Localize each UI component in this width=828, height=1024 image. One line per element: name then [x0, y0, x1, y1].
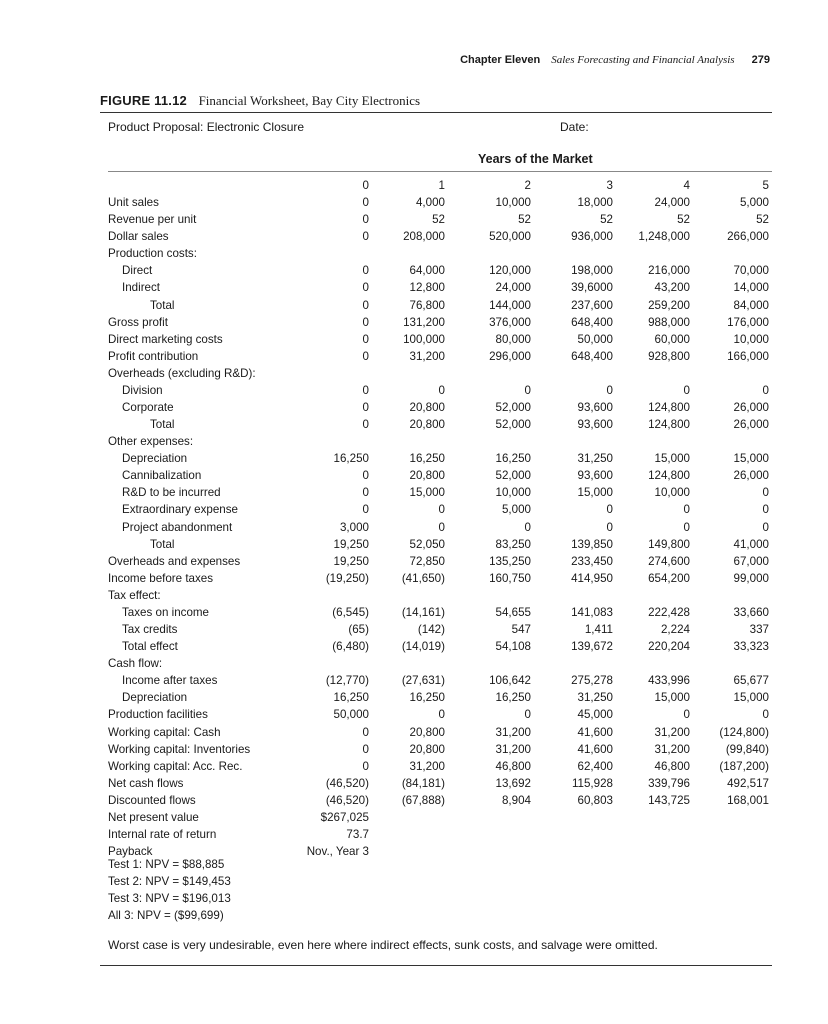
- year-2-value: 31,200: [495, 725, 531, 739]
- year-1-value: 12,800: [409, 281, 445, 295]
- row-label: Dollar sales: [108, 230, 169, 244]
- year-4-value: 24,000: [654, 196, 690, 210]
- table-row: [0, 536, 828, 553]
- year-5-value: 266,000: [727, 230, 769, 244]
- row-label: Total: [150, 418, 175, 432]
- year-2-value: 8,904: [501, 793, 531, 807]
- row-label: Cannibalization: [122, 469, 202, 483]
- row-label: Division: [122, 383, 163, 397]
- year-2-value: 10,000: [495, 486, 531, 500]
- figure-title: [100, 93, 420, 109]
- row-label: Tax effect:: [108, 588, 161, 602]
- year-4-value: 31,200: [654, 742, 690, 756]
- year-1-value: 20,800: [409, 469, 445, 483]
- table-row: [0, 604, 828, 621]
- row-label: Payback: [108, 845, 153, 859]
- row-label: Total effect: [122, 640, 178, 654]
- year-5-value: 5,000: [739, 196, 769, 210]
- year-1-value: 20,800: [409, 725, 445, 739]
- year-0-value: 19,250: [333, 554, 369, 568]
- year-1-value: (142): [417, 623, 445, 637]
- year-3-value: 50,000: [577, 332, 613, 346]
- table-row: [0, 348, 828, 365]
- year-5-value: 33,323: [733, 640, 769, 654]
- year-5-value: 67,000: [733, 554, 769, 568]
- year-0-value: (46,520): [325, 776, 369, 790]
- row-label: Income after taxes: [122, 674, 218, 688]
- year-1-value: 64,000: [409, 264, 445, 278]
- year-4-value: 4: [683, 179, 690, 192]
- table-row: [0, 706, 828, 723]
- year-0-value: (65): [348, 623, 369, 637]
- year-1-value: 52: [432, 213, 445, 227]
- year-3-value: 1,411: [584, 623, 613, 637]
- year-2-value: 106,642: [489, 674, 531, 688]
- row-label: Net cash flows: [108, 776, 184, 790]
- figure-caption: Financial Worksheet, Bay City Electronics: [198, 93, 421, 108]
- table-row: [0, 621, 828, 638]
- year-0-value: (6,545): [332, 605, 369, 619]
- table-row: [0, 297, 828, 314]
- year-5-value: (187,200): [719, 759, 769, 773]
- year-0-value: 0: [362, 383, 369, 397]
- table-row: [0, 314, 828, 331]
- year-5-value: 65,677: [733, 674, 769, 688]
- year-5-value: 0: [762, 503, 769, 517]
- year-3-value: 141,083: [571, 605, 613, 619]
- year-4-value: 220,204: [648, 640, 690, 654]
- year-0-value: 0: [362, 759, 369, 773]
- year-1-value: 100,000: [403, 332, 445, 346]
- year-5-value: 10,000: [733, 332, 769, 346]
- date-label: Date:: [560, 120, 589, 134]
- year-0-value: 0: [362, 401, 369, 415]
- year-3-value: 0: [606, 520, 613, 534]
- table-row: [0, 553, 828, 570]
- row-label: Total: [150, 298, 175, 312]
- year-1-value: (84,181): [401, 776, 445, 790]
- year-5-value: 0: [762, 383, 769, 397]
- figure-label: FIGURE 11.12: [100, 93, 187, 108]
- year-3-value: 15,000: [577, 486, 613, 500]
- year-3-value: 414,950: [571, 571, 613, 585]
- year-3-value: 93,600: [577, 401, 613, 415]
- table-row: [0, 672, 828, 689]
- year-1-value: 16,250: [409, 691, 445, 705]
- table-row: [0, 501, 828, 518]
- product-proposal: Product Proposal: Electronic Closure: [108, 120, 305, 134]
- header-rule: [108, 171, 772, 172]
- year-3-value: 648,400: [571, 315, 613, 329]
- year-0-value: (6,480): [332, 640, 369, 654]
- year-1-value: 0: [438, 503, 445, 517]
- table-row: [0, 484, 828, 501]
- year-5-value: 26,000: [733, 418, 769, 432]
- year-0-value: 0: [362, 213, 369, 227]
- year-2-value: 296,000: [489, 349, 531, 363]
- year-5-value: 33,660: [733, 605, 769, 619]
- year-0-value: 0: [362, 230, 369, 244]
- table-row: [0, 228, 828, 245]
- year-2-value: 80,000: [495, 332, 531, 346]
- year-5-value: 15,000: [733, 452, 769, 466]
- year-2-value: 16,250: [495, 691, 531, 705]
- year-2-value: 83,250: [495, 537, 531, 551]
- year-0-value: 16,250: [333, 691, 369, 705]
- year-0-value: Nov., Year 3: [306, 845, 369, 859]
- year-1-value: 20,800: [409, 418, 445, 432]
- year-5-value: 0: [762, 708, 769, 722]
- year-5-value: 99,000: [733, 571, 769, 585]
- year-2-value: 52,000: [495, 401, 531, 415]
- row-label: Direct marketing costs: [108, 332, 223, 346]
- table-row: [0, 194, 828, 211]
- year-1-value: 72,850: [409, 554, 445, 568]
- row-label: Extraordinary expense: [122, 503, 238, 517]
- year-2-value: 120,000: [489, 264, 531, 278]
- year-1-value: 208,000: [403, 230, 445, 244]
- year-1-value: 20,800: [409, 401, 445, 415]
- year-0-value: 50,000: [333, 708, 369, 722]
- table-row: [0, 570, 828, 587]
- table-row: [0, 792, 828, 809]
- row-label: Tax credits: [122, 623, 178, 637]
- year-2-value: 52,000: [495, 418, 531, 432]
- table-row: [0, 741, 828, 758]
- year-4-value: 0: [683, 520, 690, 534]
- row-label: Gross profit: [108, 315, 168, 329]
- year-2-value: 52: [518, 213, 531, 227]
- row-label: Discounted flows: [108, 793, 196, 807]
- year-0-value: 16,250: [333, 452, 369, 466]
- year-2-value: 547: [511, 623, 531, 637]
- table-row: [0, 724, 828, 741]
- year-0-value: $267,025: [320, 810, 369, 824]
- year-4-value: 124,800: [648, 469, 690, 483]
- year-2-value: 0: [524, 520, 531, 534]
- year-5-value: 166,000: [727, 349, 769, 363]
- row-label: Profit contribution: [108, 349, 199, 363]
- year-4-value: 1,248,000: [638, 230, 690, 244]
- row-label: Overheads and expenses: [108, 554, 241, 568]
- year-5-value: 52: [756, 213, 769, 227]
- year-0-value: (46,520): [325, 793, 369, 807]
- table-row: [0, 331, 828, 348]
- row-label: Unit sales: [108, 196, 159, 210]
- row-label: Project abandonment: [122, 520, 233, 534]
- year-4-value: 143,725: [648, 793, 690, 807]
- year-4-value: 43,200: [654, 281, 690, 295]
- year-2-value: 376,000: [489, 315, 531, 329]
- year-3-value: 41,600: [577, 725, 613, 739]
- test-line: All 3: NPV = ($99,699): [108, 909, 224, 922]
- year-4-value: 928,800: [648, 349, 690, 363]
- year-4-value: 339,796: [648, 776, 690, 790]
- year-3-value: 18,000: [577, 196, 613, 210]
- year-1-value: (14,019): [401, 640, 445, 654]
- row-label: Direct: [122, 264, 153, 278]
- year-4-value: 31,200: [654, 725, 690, 739]
- year-5-value: 26,000: [733, 469, 769, 483]
- year-3-value: 237,600: [571, 298, 613, 312]
- row-label: Revenue per unit: [108, 213, 197, 227]
- year-5-value: 0: [762, 486, 769, 500]
- year-5-value: 492,517: [727, 776, 769, 790]
- year-5-value: 41,000: [733, 537, 769, 551]
- year-1-value: 31,200: [409, 759, 445, 773]
- running-head: [460, 54, 770, 66]
- year-1-value: 1: [438, 179, 445, 192]
- table-row: [0, 775, 828, 792]
- row-label: Production facilities: [108, 708, 208, 722]
- year-2-value: 31,200: [495, 742, 531, 756]
- year-5-value: 5: [762, 179, 769, 192]
- year-4-value: 433,996: [648, 674, 690, 688]
- year-2-value: 24,000: [495, 281, 531, 295]
- table-row: [0, 809, 828, 826]
- year-1-value: 0: [438, 383, 445, 397]
- row-label: Internal rate of return: [108, 827, 217, 841]
- year-3-value: 39,6000: [571, 281, 613, 295]
- row-label: Net present value: [108, 810, 199, 824]
- year-0-value: 0: [362, 725, 369, 739]
- year-2-value: 13,692: [495, 776, 531, 790]
- year-3-value: 233,450: [571, 554, 613, 568]
- year-1-value: 131,200: [403, 315, 445, 329]
- year-2-value: 2: [524, 179, 531, 192]
- year-5-value: 15,000: [733, 691, 769, 705]
- row-label: Overheads (excluding R&D):: [108, 366, 256, 380]
- table-row: [0, 382, 828, 399]
- year-1-value: 31,200: [409, 349, 445, 363]
- table-row: [0, 279, 828, 296]
- table-row: [0, 177, 828, 194]
- year-2-value: 54,655: [495, 605, 531, 619]
- test-line: Test 3: NPV = $196,013: [108, 892, 231, 905]
- year-4-value: 124,800: [648, 401, 690, 415]
- page-number: 279: [751, 54, 770, 66]
- year-1-value: (41,650): [401, 571, 445, 585]
- year-2-value: 0: [524, 708, 531, 722]
- year-4-value: 259,200: [648, 298, 690, 312]
- top-rule: [100, 112, 772, 113]
- year-4-value: 15,000: [654, 691, 690, 705]
- year-0-value: 3,000: [339, 520, 369, 534]
- year-2-value: 52,000: [495, 469, 531, 483]
- year-0-value: 73.7: [346, 827, 369, 841]
- year-2-value: 10,000: [495, 196, 531, 210]
- financial-worksheet-table: [0, 177, 828, 860]
- year-3-value: 93,600: [577, 418, 613, 432]
- year-0-value: 0: [362, 298, 369, 312]
- row-label: Working capital: Cash: [108, 725, 221, 739]
- year-4-value: 988,000: [648, 315, 690, 329]
- year-0-value: 0: [362, 469, 369, 483]
- row-label: Production costs:: [108, 247, 197, 261]
- year-1-value: 16,250: [409, 452, 445, 466]
- year-5-value: 84,000: [733, 298, 769, 312]
- row-label: Indirect: [122, 281, 161, 295]
- row-label: Income before taxes: [108, 571, 214, 585]
- year-4-value: 0: [683, 503, 690, 517]
- year-2-value: 0: [524, 383, 531, 397]
- npv-tests: [108, 856, 231, 924]
- year-0-value: 0: [362, 503, 369, 517]
- table-row: [0, 587, 828, 604]
- year-0-value: 0: [362, 349, 369, 363]
- year-1-value: 4,000: [415, 196, 445, 210]
- year-5-value: 26,000: [733, 401, 769, 415]
- year-3-value: 275,278: [571, 674, 613, 688]
- year-4-value: 0: [683, 383, 690, 397]
- year-3-value: 62,400: [577, 759, 613, 773]
- year-0-value: 0: [362, 196, 369, 210]
- year-5-value: 176,000: [727, 315, 769, 329]
- year-0-value: 0: [362, 264, 369, 278]
- year-4-value: 222,428: [648, 605, 690, 619]
- row-label: Taxes on income: [122, 605, 209, 619]
- table-row: [0, 245, 828, 262]
- table-row: [0, 638, 828, 655]
- years-header: Years of the Market: [478, 152, 593, 166]
- year-4-value: 274,600: [648, 554, 690, 568]
- year-0-value: 19,250: [333, 537, 369, 551]
- table-row: [0, 826, 828, 843]
- row-label: Working capital: Acc. Rec.: [108, 759, 243, 773]
- year-4-value: 216,000: [648, 264, 690, 278]
- year-0-value: 0: [362, 486, 369, 500]
- year-4-value: 60,000: [654, 332, 690, 346]
- year-3-value: 93,600: [577, 469, 613, 483]
- year-1-value: (14,161): [401, 605, 445, 619]
- year-3-value: 31,250: [577, 691, 613, 705]
- year-0-value: 0: [362, 418, 369, 432]
- table-row: [0, 450, 828, 467]
- year-3-value: 936,000: [571, 230, 613, 244]
- year-2-value: 54,108: [495, 640, 531, 654]
- row-label: Depreciation: [122, 691, 188, 705]
- year-2-value: 5,000: [501, 503, 531, 517]
- test-line: Test 2: NPV = $149,453: [108, 875, 231, 888]
- year-4-value: 10,000: [654, 486, 690, 500]
- year-3-value: 41,600: [577, 742, 613, 756]
- table-row: [0, 262, 828, 279]
- row-label: Working capital: Inventories: [108, 742, 251, 756]
- year-4-value: 654,200: [648, 571, 690, 585]
- year-3-value: 60,803: [577, 793, 613, 807]
- year-5-value: 70,000: [733, 264, 769, 278]
- year-5-value: (99,840): [725, 742, 769, 756]
- table-row: [0, 399, 828, 416]
- table-row: [0, 467, 828, 484]
- table-row: [0, 519, 828, 536]
- table-row: [0, 655, 828, 672]
- chapter-subtitle: Sales Forecasting and Financial Analysis: [551, 54, 735, 66]
- year-3-value: 139,850: [571, 537, 613, 551]
- year-4-value: 15,000: [654, 452, 690, 466]
- year-3-value: 648,400: [571, 349, 613, 363]
- year-3-value: 198,000: [571, 264, 613, 278]
- year-0-value: 0: [362, 742, 369, 756]
- year-3-value: 115,928: [571, 776, 613, 790]
- row-label: Corporate: [122, 401, 174, 415]
- year-3-value: 52: [600, 213, 613, 227]
- table-row: [0, 416, 828, 433]
- year-2-value: 160,750: [489, 571, 531, 585]
- year-4-value: 52: [677, 213, 690, 227]
- year-3-value: 3: [606, 179, 613, 192]
- year-4-value: 46,800: [654, 759, 690, 773]
- year-1-value: (67,888): [401, 793, 445, 807]
- table-row: [0, 433, 828, 450]
- year-3-value: 139,672: [571, 640, 613, 654]
- table-row: [0, 689, 828, 706]
- year-5-value: 0: [762, 520, 769, 534]
- year-0-value: 0: [362, 332, 369, 346]
- row-label: Depreciation: [122, 452, 188, 466]
- year-0-value: (12,770): [325, 674, 369, 688]
- year-0-value: 0: [362, 179, 369, 192]
- year-1-value: 0: [438, 520, 445, 534]
- year-1-value: 20,800: [409, 742, 445, 756]
- year-2-value: 135,250: [489, 554, 531, 568]
- year-3-value: 0: [606, 503, 613, 517]
- year-4-value: 124,800: [648, 418, 690, 432]
- year-4-value: 0: [683, 708, 690, 722]
- row-label: Total: [150, 537, 175, 551]
- year-4-value: 2,224: [660, 623, 690, 637]
- year-5-value: 337: [749, 623, 769, 637]
- table-row: [0, 211, 828, 228]
- table-row: [0, 365, 828, 382]
- year-1-value: 52,050: [409, 537, 445, 551]
- worst-case-note: Worst case is very undesirable, even here where indirect effects, sunk costs, and salvage were omitted.: [108, 938, 658, 952]
- row-label: R&D to be incurred: [122, 486, 221, 500]
- year-1-value: 76,800: [409, 298, 445, 312]
- year-5-value: (124,800): [719, 725, 769, 739]
- year-0-value: 0: [362, 315, 369, 329]
- year-0-value: 0: [362, 281, 369, 295]
- bottom-rule: [100, 965, 772, 966]
- year-3-value: 45,000: [577, 708, 613, 722]
- chapter-label: Chapter Eleven: [460, 54, 541, 66]
- year-5-value: 14,000: [733, 281, 769, 295]
- year-1-value: (27,631): [401, 674, 445, 688]
- year-0-value: (19,250): [325, 571, 369, 585]
- year-1-value: 15,000: [409, 486, 445, 500]
- year-2-value: 520,000: [489, 230, 531, 244]
- year-2-value: 144,000: [489, 298, 531, 312]
- year-2-value: 16,250: [495, 452, 531, 466]
- row-label: Other expenses:: [108, 435, 194, 449]
- table-row: [0, 758, 828, 775]
- year-4-value: 149,800: [648, 537, 690, 551]
- year-3-value: 0: [606, 383, 613, 397]
- test-line: Test 1: NPV = $88,885: [108, 858, 225, 871]
- year-1-value: 0: [438, 708, 445, 722]
- year-5-value: 168,001: [727, 793, 769, 807]
- year-2-value: 46,800: [495, 759, 531, 773]
- row-label: Cash flow:: [108, 657, 163, 671]
- year-3-value: 31,250: [577, 452, 613, 466]
